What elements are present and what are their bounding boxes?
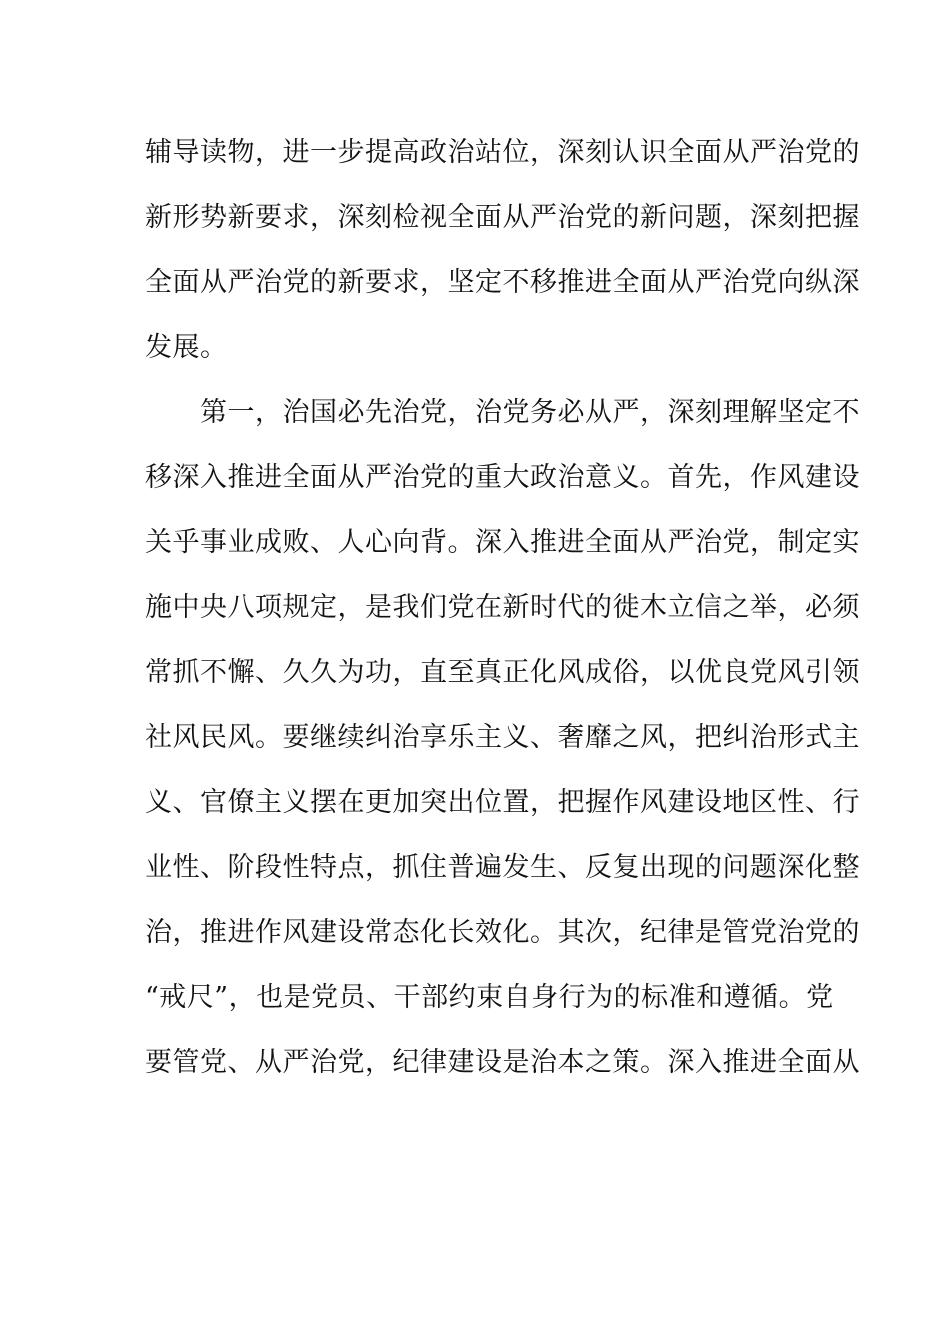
text-line: 社风民风。要继续纠治享乐主义、奢靡之风，把纠治形式主	[145, 722, 860, 753]
text-line: 要管党、从严治党，纪律建设是治本之策。深入推进全面从	[145, 1047, 860, 1078]
text-line: 辅导读物，进一步提高政治站位，深刻认识全面从严治党的	[145, 137, 860, 168]
text-line: 新形势新要求，深刻检视全面从严治党的新问题，深刻把握	[145, 202, 860, 233]
text-line: 发展。	[145, 332, 228, 363]
text-line: 常抓不懈、久久为功，直至真正化风成俗，以优良党风引领	[145, 657, 860, 688]
text-line: 全面从严治党的新要求，坚定不移推进全面从严治党向纵深	[145, 267, 860, 298]
text-line: 移深入推进全面从严治党的重大政治意义。首先，作风建设	[145, 462, 860, 493]
text-line: 施中央八项规定，是我们党在新时代的徙木立信之举，必须	[145, 592, 860, 623]
text-line: 义、官僚主义摆在更加突出位置，把握作风建设地区性、行	[145, 787, 860, 818]
text-line: 第一，治国必先治党，治党务必从严，深刻理解坚定不	[145, 397, 860, 428]
text-line: 关乎事业成败、人心向背。深入推进全面从严治党，制定实	[145, 527, 860, 558]
body-text	[145, 124, 860, 1099]
text-line: 业性、阶段性特点，抓住普遍发生、反复出现的问题深化整	[145, 852, 860, 883]
text-line: “戒尺”，也是党员、干部约束自身行为的标准和遵循。党	[145, 982, 834, 1013]
text-line: 治，推进作风建设常态化长效化。其次，纪律是管党治党的	[145, 917, 860, 948]
